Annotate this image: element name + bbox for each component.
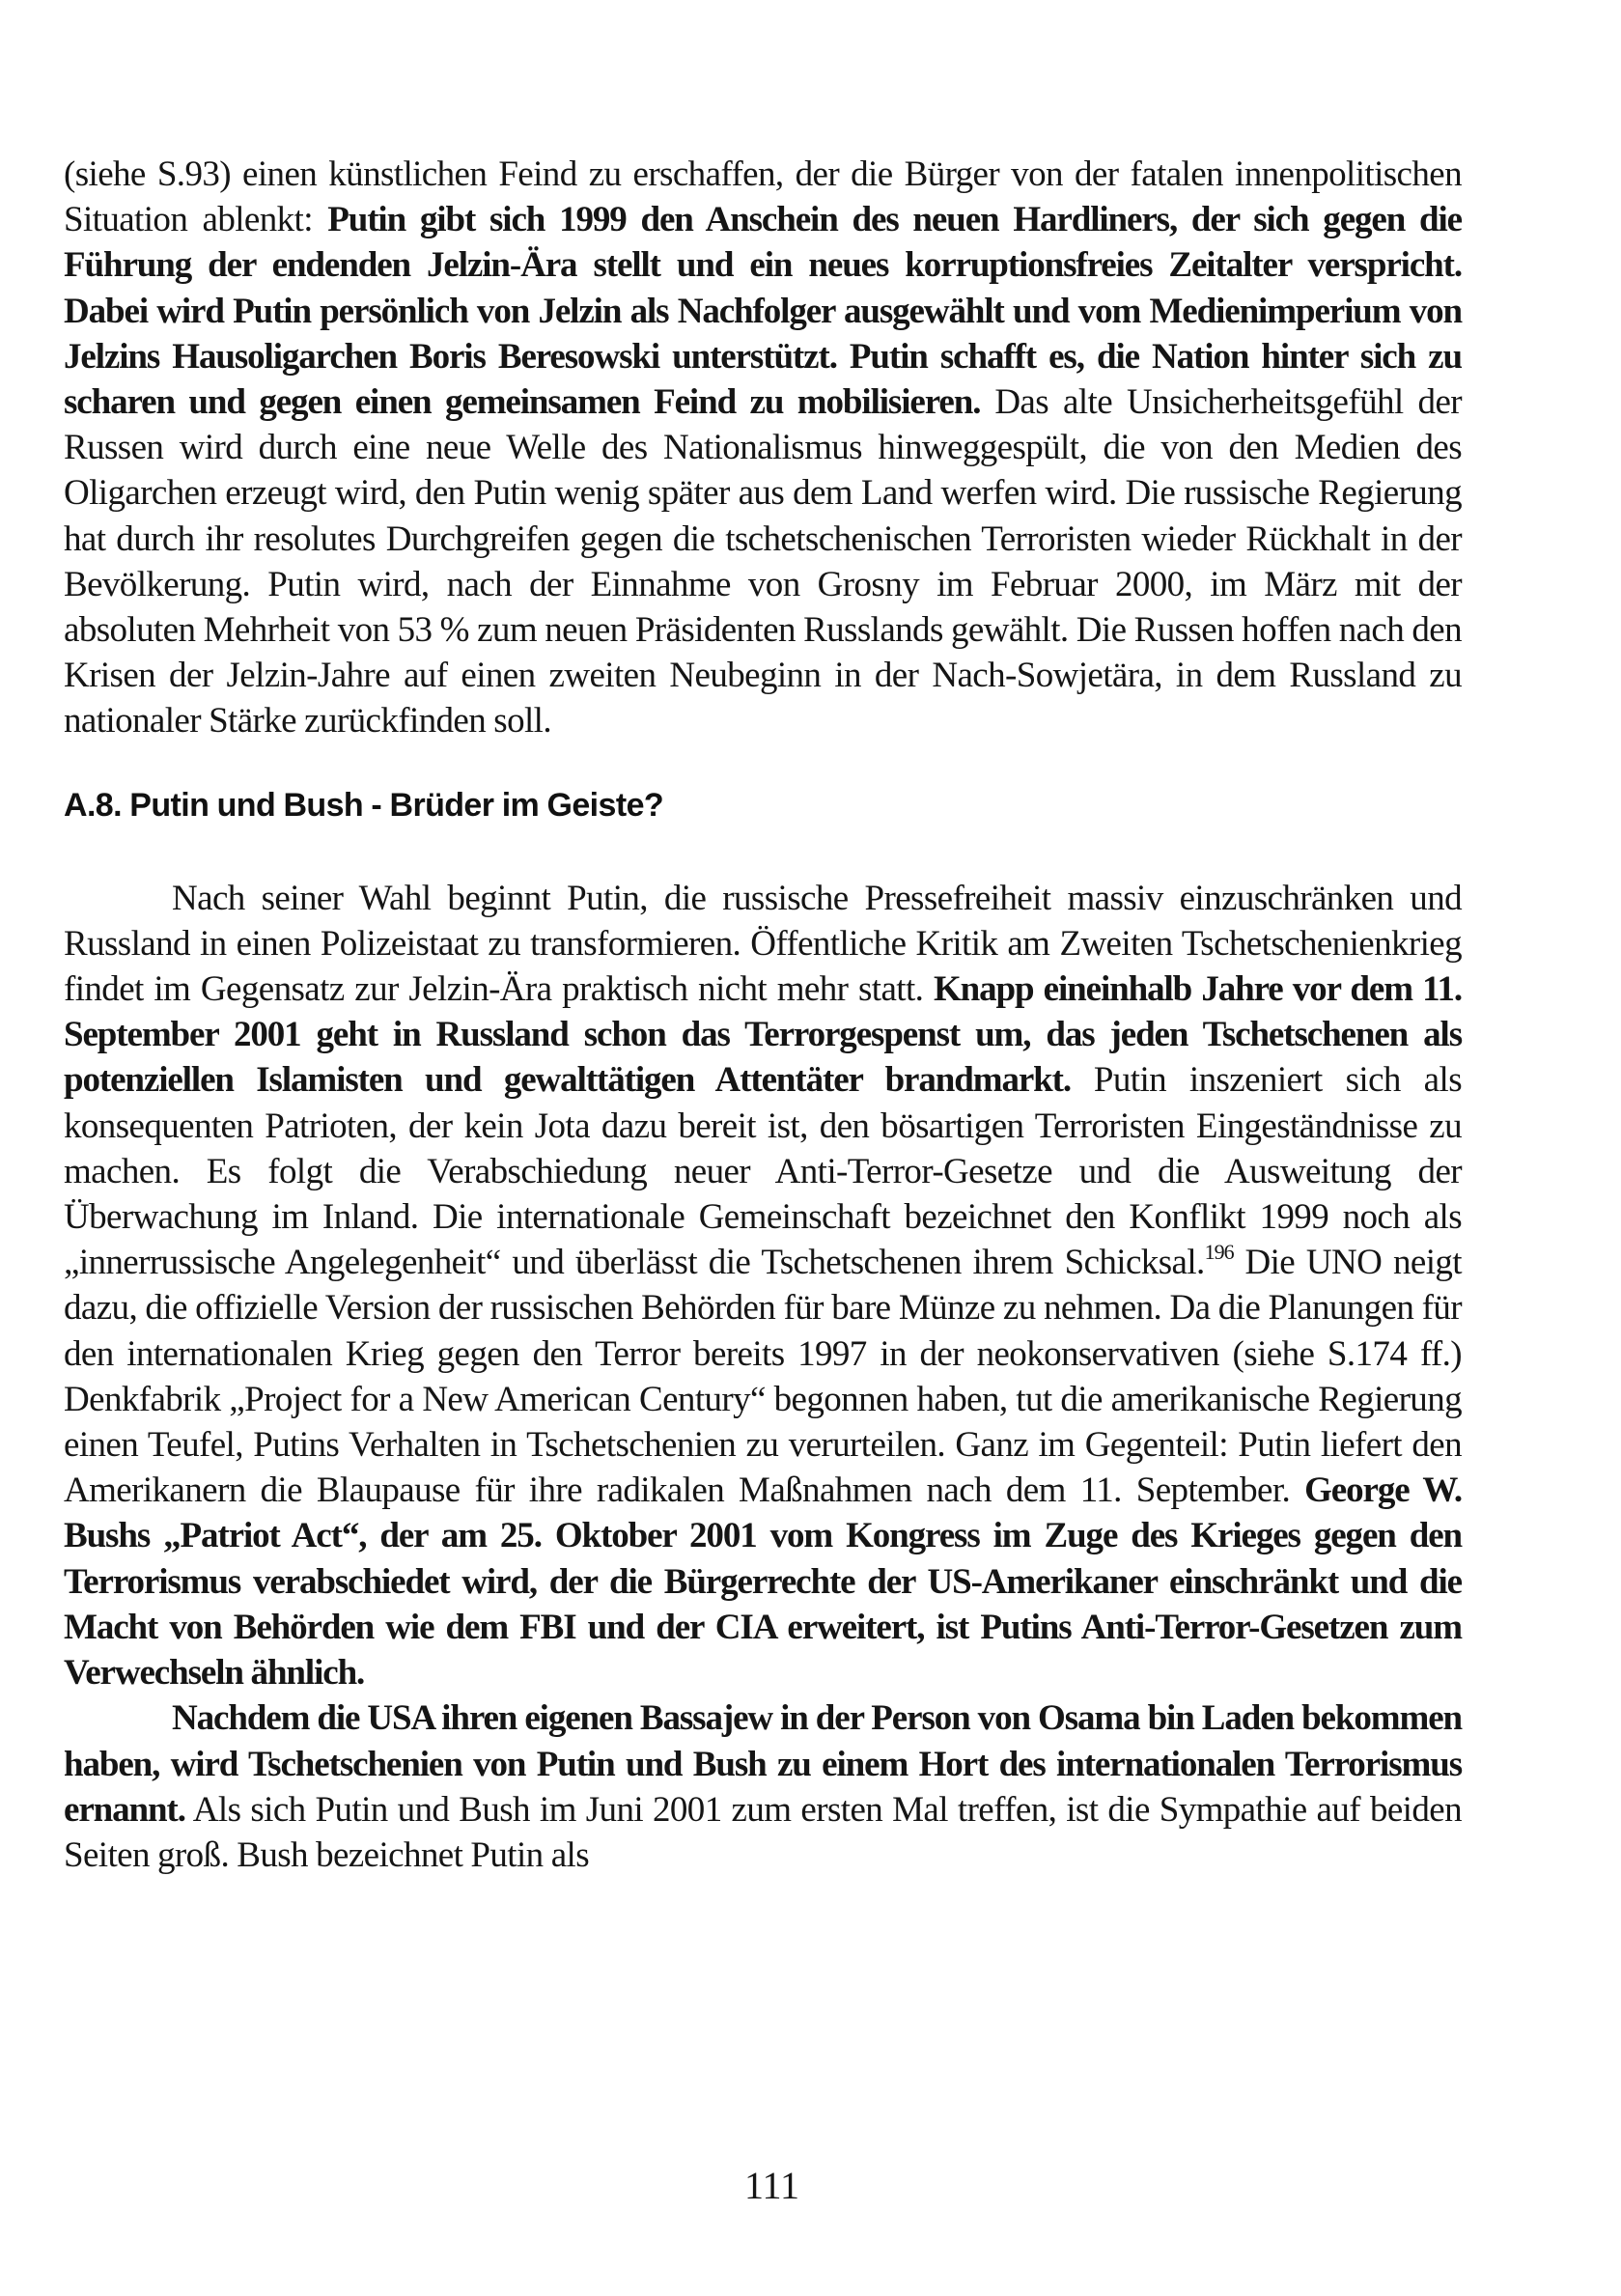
paragraph-text: Putin inszeniert sich als konsequenten Patrioten, der kein Jota dazu bereit ist, den bösartigen Terroristen Eingeständnisse zu machen. Es folgt die Verabschiedung neuer Anti-Terror-Gesetze und die Ausweitung der Überwachung im Inland. Die internationale Gemeinschaft bezeichnet den Konflikt 1999 noch als „innerrussische Angelegenheit“ und überlässt die Tschetschenen ihrem Schicksal. (64, 1060, 1462, 1283)
footnote-reference: 196 (1204, 1240, 1234, 1265)
emphasized-text: Knapp eineinhalb Jahre vor dem 11. September 2001 geht in Russland schon das Terrorgespenst um, das jeden Tschetschenen als potenziellen Islamisten und gewalttätigen Attentäter brandmarkt. (64, 969, 1462, 1101)
paragraph-text: Die UNO neigt dazu, die offizielle Version der russischen Behörden für bare Münze zu nehmen. Da die Planungen für den internationalen Krieg gegen den Terror bereits 1997 in der neokonservativen (siehe S.174 ff.) Denkfabrik „Project for a New American Century“ begonnen haben, tut die amerikanische Regierung einen Teufel, Putins Verhalten in Tschetschenien zu verurteilen. Ganz im Gegenteil: Putin liefert den Amerikanern die Blaupause für ihre radikalen Maßnahmen nach dem 11. September. (64, 1243, 1462, 1511)
paragraph-text: (siehe S.93) einen künstlichen Feind zu erschaffen, der die Bürger von der fatalen innenpolitischen Situation ablenkt: (64, 154, 1462, 240)
paragraph-text: Als sich Putin und Bush im Juni 2001 zum ersten Mal treffen, ist die Sympathie auf beiden Seiten groß. Bush bezeichnet Putin als (64, 1789, 1462, 1875)
paragraph-continued (64, 152, 1462, 744)
emphasized-text: Nachdem die USA ihren eigenen Bassajew in der Person von Osama bin Laden bekommen haben, wird Tschetschenien von Putin und Bush zu einem Hort des internationalen Terrorismus ernannt. (64, 1698, 1462, 1830)
emphasized-text: George W. Bushs „Patriot Act“, der am 25. Oktober 2001 vom Kongress im Zuge des Krieges gegen den Terrorismus verabschiedet wird, der die Bürgerrechte der US-Amerikaner einschränkt und die Macht von Behörden wie dem FBI und der CIA erweitert, ist Putins Anti-Terror-Gesetzen zum Verwechseln ähnlich. (64, 1470, 1462, 1694)
emphasized-text: Putin gibt sich 1999 den Anschein des neuen Hardliners, der sich gegen die Führung der endenden Jelzin-Ära stellt und ein neues korruptionsfreies Zeitalter verspricht. Dabei wird Putin persönlich von Jelzin als Nachfolger ausgewählt und vom Medienimperium von Jelzins Hausoligarchen Boris Beresowski unterstützt. Putin schafft es, die Nation hinter sich zu scharen und gegen einen gemeinsamen Feind zu mobilisieren. (64, 200, 1462, 423)
section-heading: A.8. Putin und Bush - Brüder im Geiste? (64, 786, 664, 824)
paragraph-text: Das alte Unsicherheitsgefühl der Russen wird durch eine neue Welle des Nationalismus hinweggespült, die von den Medien des Oligarchen erzeugt wird, den Putin wenig später aus dem Land werfen wird. Die russische Regierung hat durch ihr resolutes Durchgreifen gegen die tschetschenischen Terroristen wieder Rückhalt in der Bevölkerung. Putin wird, nach der Einnahme von Grosny im Februar 2000, im März mit der absoluten Mehrheit von 53 % zum neuen Präsidenten Russlands gewählt. Die Russen hoffen nach den Krisen der Jelzin-Jahre auf einen zweiten Neubeginn in der Nach-Sowjetära, in dem Russland zu nationaler Stärke zurückfinden soll. (64, 382, 1462, 742)
paragraph (64, 876, 1462, 1696)
page-number: 111 (743, 2164, 800, 2207)
paragraph-text: Nach seiner Wahl beginnt Putin, die russische Pressefreiheit massiv einzuschränken und Russland in einen Polizeistaat zu transformieren. Öffentliche Kritik am Zweiten Tschetschenienkrieg findet im Gegensatz zur Jelzin-Ära praktisch nicht mehr statt. (64, 878, 1462, 1010)
book-page-body (64, 152, 1462, 1878)
paragraph (64, 1695, 1462, 1878)
